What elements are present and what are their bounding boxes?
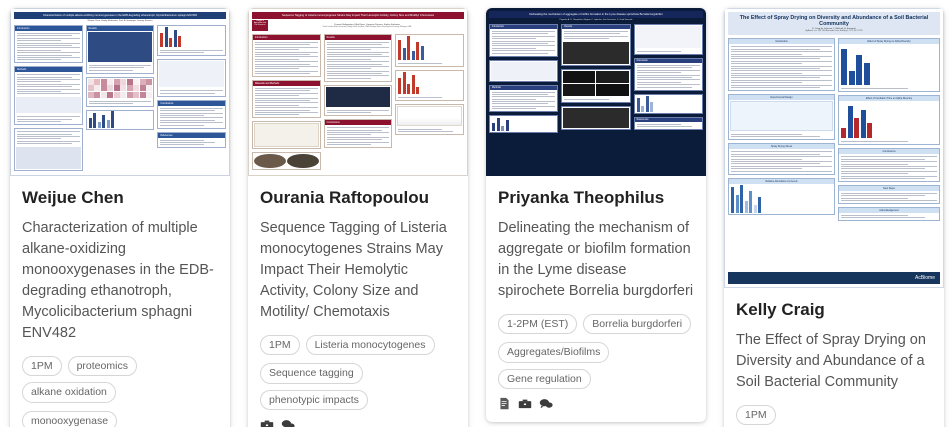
poster-thumbnail-priyanka-theophilus[interactable] <box>486 8 706 176</box>
poster-section: Introduction <box>252 34 321 77</box>
chat-icon[interactable] <box>539 397 553 410</box>
poster-org-logo: College of Agriculture and Life Sciences <box>252 20 268 31</box>
card-action-icons <box>260 418 456 427</box>
tag-list <box>498 342 694 389</box>
poster-figure <box>86 110 155 130</box>
tag-list <box>260 363 456 410</box>
poster-card[interactable] <box>248 8 468 427</box>
poster-figure <box>634 24 703 55</box>
poster-section: Introduction <box>14 25 83 63</box>
poster-title-banner: Characterization of multiple alkane-oxidizing monooxygenases in the EDB-degrading ethanotroph, Mycolicibacterium sphagni ENV482 <box>14 12 226 19</box>
poster-figure <box>252 152 321 170</box>
poster-card[interactable] <box>486 8 706 422</box>
tag-list <box>736 405 932 426</box>
card-action-icons <box>498 397 694 410</box>
poster-authors: K. Craig, A. Johnson, T. Mitchell, B. Kaminski <box>812 28 856 31</box>
briefcase-icon[interactable] <box>518 397 532 410</box>
tag-list <box>22 411 218 427</box>
poster-author-name: Kelly Craig <box>736 300 825 319</box>
poster-figure <box>157 25 226 56</box>
poster-figure <box>561 106 630 130</box>
poster-brand-footer: AcBiome <box>728 272 940 284</box>
poster-section: Conclusions <box>157 100 226 129</box>
poster-section: Materials and Methods <box>252 80 321 118</box>
poster-section: Results <box>561 24 630 66</box>
poster-affiliation: AgBiome, Inc. 104 T.W. Alexander Drive, Building 1, RTP, NC 27709 <box>805 30 863 33</box>
poster-figure <box>395 104 464 135</box>
poster-title: Delineating the mechanism of aggregate or biofilm formation in the Lyme disease spirochete Borrelia burgdorferi <box>498 219 694 299</box>
poster-section: Methods <box>489 85 558 113</box>
poster-section: Results <box>324 34 393 82</box>
poster-table <box>252 121 321 149</box>
tag-topic[interactable]: phenotypic impacts <box>260 390 368 411</box>
poster-thumbnail-weijue-chen[interactable] <box>10 8 230 176</box>
poster-figure <box>489 115 558 133</box>
poster-title: Characterization of multiple alkane-oxidizing monooxygenases in the EDB-degrading ethanotroph, Mycolicibacterium sphagni ENV482 <box>22 219 214 341</box>
chat-icon[interactable] <box>281 418 295 427</box>
poster-figure <box>395 34 464 67</box>
poster-section: Methods <box>14 66 83 125</box>
poster-title: The Effect of Spray Drying on Diversity and Abundance of a Soil Bacterial Community <box>736 331 926 390</box>
poster-authors: Priyanka A. S. Theophilus, Meghan C. Lybecker, Dan Drecktrah, D. Scott Samuels <box>559 19 633 21</box>
document-icon[interactable] <box>498 397 511 410</box>
poster-header <box>728 12 940 35</box>
poster-section: References <box>157 132 226 149</box>
tag-time[interactable]: 1PM <box>736 405 776 426</box>
poster-section: Conclusions <box>838 148 940 182</box>
tag-topic[interactable]: Aggregates/Biofilms <box>498 342 609 363</box>
poster-section: Discussion <box>634 58 703 91</box>
tag-topic[interactable]: Gene regulation <box>498 369 591 390</box>
poster-figure <box>86 77 155 107</box>
tag-list <box>260 335 456 356</box>
poster-section <box>324 85 393 116</box>
poster-section <box>14 128 83 171</box>
tag-topic[interactable]: proteomics <box>68 356 137 377</box>
poster-figure <box>561 69 630 103</box>
poster-card[interactable] <box>10 8 230 427</box>
poster-title-banner: Sequence Tagging of Listeria monocytogenes Strains May Impact Their Hemolytic Activity, Colony Size and Motility/ Chemotaxis <box>252 12 464 19</box>
tag-list <box>22 356 218 403</box>
poster-figure <box>489 60 558 82</box>
tag-topic[interactable]: Sequence tagging <box>260 363 363 384</box>
poster-section: Introduction <box>489 24 558 57</box>
poster-section: Relative Abundance by Genus <box>728 178 835 215</box>
poster-section: Spray Drying Stress <box>728 143 835 174</box>
poster-figure: Effect of Incubation Time on Alpha Diversity <box>838 95 940 145</box>
tag-topic[interactable]: Borrelia burgdorferi <box>583 314 691 335</box>
poster-title-banner: Delineating the mechanism of aggregate or biofilm formation in the Lyme disease spirochete Borrelia burgdorferi <box>489 11 703 18</box>
tag-topic[interactable]: alkane oxidation <box>22 382 116 403</box>
poster-figure: Effect of Spray Drying on Alpha Diversity <box>838 38 940 92</box>
poster-author-name: Weijue Chen <box>22 188 124 207</box>
tag-time[interactable]: 1PM <box>260 335 300 356</box>
poster-thumbnail-ourania-raftopoulou[interactable] <box>248 8 468 176</box>
tag-topic[interactable]: monooxygenase <box>22 411 117 427</box>
poster-authors: Weijue Chen, Shaily Mahendra, Paul B. Hatzinger, Jeremy Semrau <box>87 20 153 22</box>
poster-title: Sequence Tagging of Listeria monocytogenes Strains May Impact Their Hemolytic Activity, Colony Size and Motility/ Chemotaxis <box>260 219 447 320</box>
poster-section: Conclusions <box>324 119 393 148</box>
poster-affiliation: North Carolina State University, Raleigh, North Carolina, USA; Michigan State University, East Lansing, Michigan, USA <box>322 25 412 28</box>
tag-topic[interactable]: Listeria monocytogenes <box>306 335 435 356</box>
poster-author-name: Ourania Raftopoulou <box>260 188 430 207</box>
poster-section: Next Steps <box>838 185 940 204</box>
poster-section: Results <box>86 25 155 74</box>
tag-time[interactable]: 1-2PM (EST) <box>498 314 577 335</box>
poster-section: References <box>634 117 703 130</box>
poster-figure <box>395 70 464 101</box>
poster-authors: Ourania Raftopoulou, Elliot Ryser, Cameron Parsons, Sophia Kathariou <box>334 23 400 26</box>
poster-figure <box>157 59 226 96</box>
poster-card[interactable] <box>724 8 944 427</box>
tag-time[interactable]: 1PM <box>22 356 62 377</box>
poster-section: Acknowledgement <box>838 207 940 221</box>
poster-section: Experimental Design <box>728 94 835 140</box>
poster-section: Introduction <box>728 38 835 91</box>
tag-list <box>498 314 694 335</box>
poster-author-name: Priyanka Theophilus <box>498 188 665 207</box>
briefcase-icon[interactable] <box>260 418 274 427</box>
poster-title-text: The Effect of Spray Drying on Diversity and Abundance of a Soil Bacterial Community <box>739 15 929 28</box>
poster-figure <box>634 94 703 114</box>
poster-thumbnail-kelly-craig[interactable] <box>724 8 944 288</box>
